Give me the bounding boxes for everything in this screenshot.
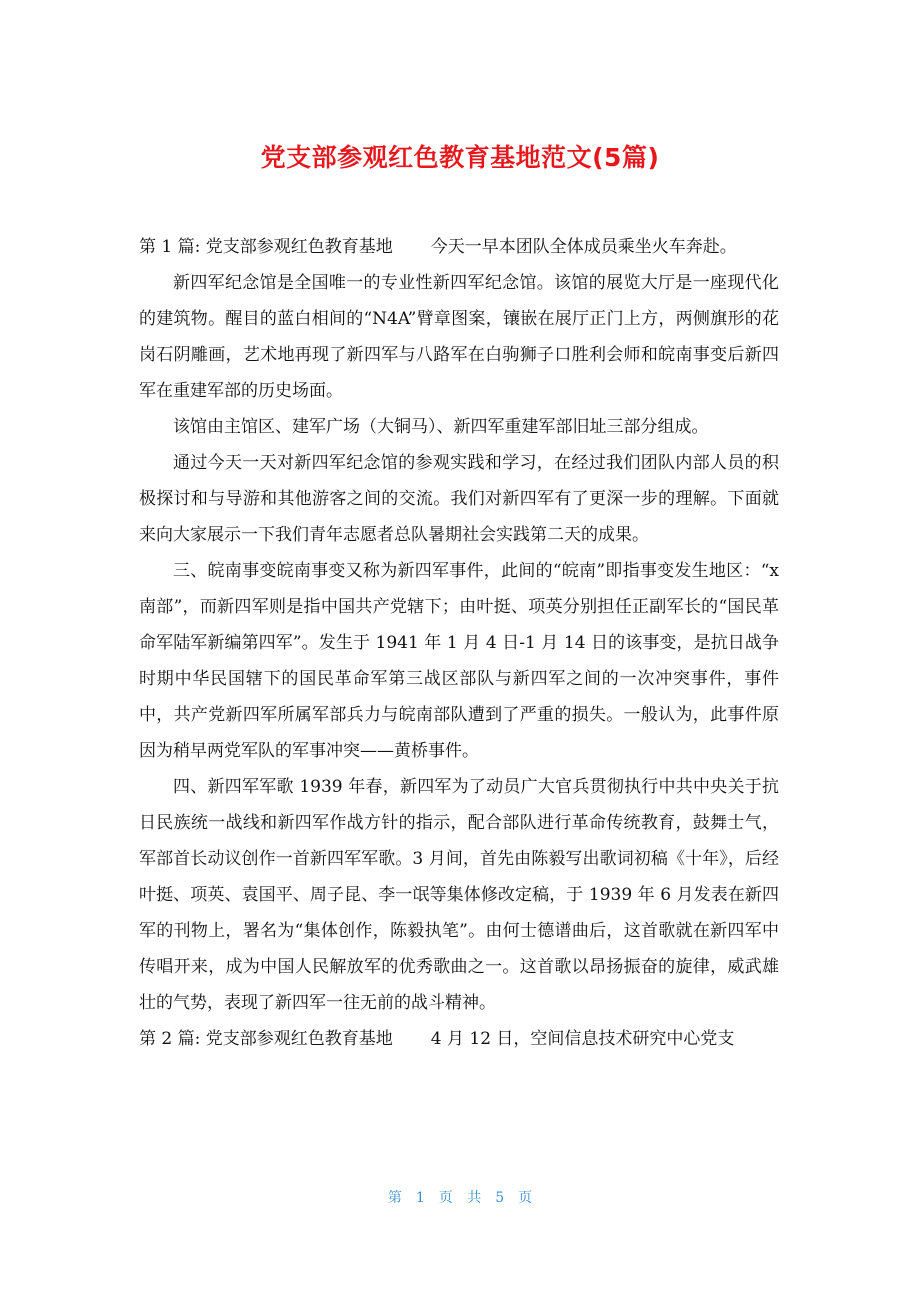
page-footer xyxy=(0,1187,920,1207)
paragraph: 该馆由主馆区、建军广场（大铜马）、新四军重建军部旧址三部分组成。 xyxy=(173,417,709,437)
paragraph: 新四军纪念馆是全国唯一的专业性新四军纪念馆。该馆的展览大厅是一座现代化的建筑物。醒目的蓝白相间的“N4A”臂章图案，镶嵌在展厅正门上方，两侧旗形的花岗石阴雕画，艺术地再现了新四军与八路军在白驹狮子口胜利会师和皖南事变后新四军在重建军部的历史场面。 xyxy=(139,273,779,401)
footer-prefix: 第 xyxy=(387,1190,402,1206)
section-heading-2 xyxy=(139,1021,779,1057)
document-title: 党支部参观红色教育基地范文(5篇) xyxy=(260,143,660,172)
paragraph: 通过今天一天对新四军纪念馆的参观实践和学习，在经过我们团队内部人员的积极探讨和与导游和其他游客之间的交流。我们对新四军有了更深一步的理解。下面就来向大家展示一下我们青年志愿者总队暑期社会实践第二天的成果。 xyxy=(139,453,779,545)
section-label: 第 1 篇: 党支部参观红色教育基地 xyxy=(139,237,393,257)
footer-page-number: 1 xyxy=(415,1190,425,1206)
section-lead-text: 今天一早本团队全体成员乘坐火车奔赴。 xyxy=(430,237,737,257)
section-label: 第 2 篇: 党支部参观红色教育基地 xyxy=(139,1029,393,1049)
paragraph: 四、新四军军歌 1939 年春，新四军为了动员广大官兵贯彻执行中共中央关于抗日民族统一战线和新四军作战方针的指示，配合部队进行革命传统教育，鼓舞士气，军部首长动议创作一首新四军军歌。3 月间，首先由陈毅写出歌词初稿《十年》，后经叶挺、项英、袁国平、周子昆、李一氓等集体修改定稿，于 1939 年 6 月发表在新四军的刊物上，署名为“集体创作，陈毅执笔”。由何士德谱曲后，这首歌就在新四军中传唱开来，成为中国人民解放军的优秀歌曲之一。这首歌以昂扬振奋的旋律，威武雄壮的气势，表现了新四军一往无前的战斗精神。 xyxy=(139,777,779,1013)
footer-suffix: 页 xyxy=(518,1190,533,1206)
section-heading-1 xyxy=(139,229,779,265)
document-body xyxy=(139,229,779,1057)
section-lead-text: 4 月 12 日，空间信息技术研究中心党支 xyxy=(430,1029,735,1049)
footer-total-pages: 5 xyxy=(495,1190,505,1206)
footer-middle: 页 共 xyxy=(438,1190,482,1206)
paragraph: 三、皖南事变皖南事变又称为新四军事件，此间的“皖南”即指事变发生地区：“x 南部”，而新四军则是指中国共产党辖下；由叶挺、项英分别担任正副军长的“国民革命军陆军新编第四军”。发生于 1941 年 1 月 4 日-1 月 14 日的该事变，是抗日战争时期中华民国辖下的国民革命军第三战区部队与新四军之间的一次冲突事件，事件中，共产党新四军所属军部兵力与皖南部队遭到了严重的损失。一般认为，此事件原因为稍早两党军队的军事冲突——黄桥事件。 xyxy=(139,561,779,761)
